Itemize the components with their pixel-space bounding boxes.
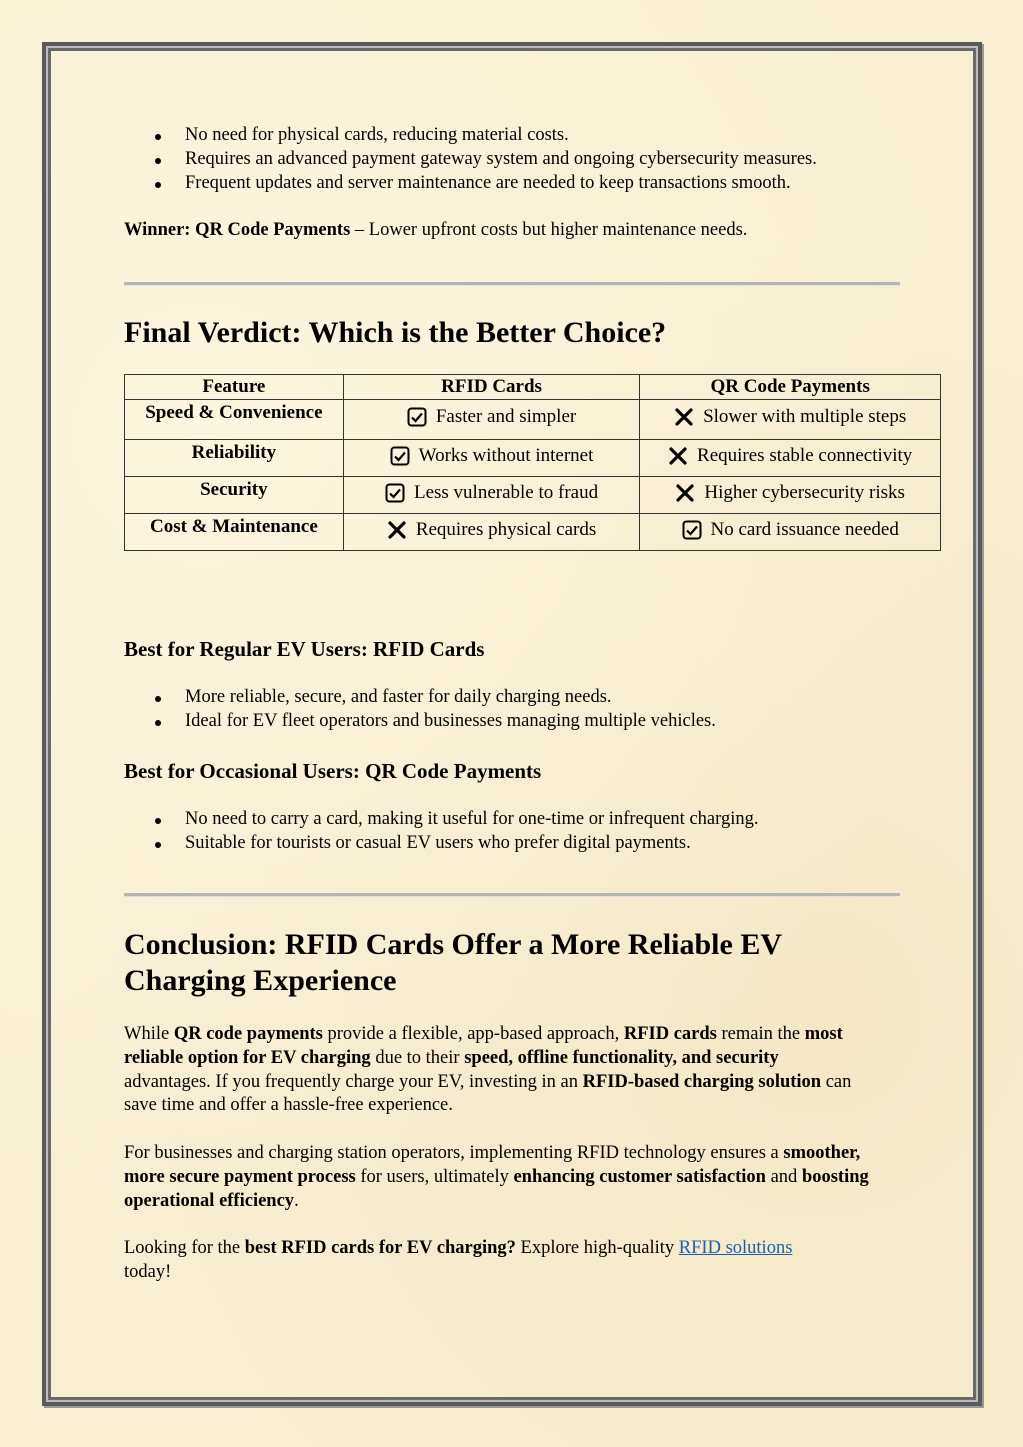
list-item: No need for physical cards, reducing material costs. (185, 124, 904, 148)
cell-text: No card issuance needed (710, 518, 899, 540)
text: for users, ultimately (355, 1166, 514, 1187)
text: While (124, 1024, 174, 1044)
conclusion-heading-line: Conclusion: RFID Cards Offer a More Reliable EV (124, 928, 783, 961)
column-header: RFID Cards (343, 375, 640, 400)
bold-text: enhancing customer satisfaction (513, 1166, 766, 1187)
cross-icon (668, 446, 688, 466)
list-item: More reliable, secure, and faster for daily charging needs. (185, 686, 904, 710)
text: can save time and offer a hassle-free experience. (124, 1071, 852, 1116)
regular-users-section (124, 686, 904, 734)
divider (124, 893, 900, 897)
conclusion-paragraph (124, 1237, 869, 1285)
bold-text: QR code payments (173, 1024, 323, 1044)
cross-icon (674, 407, 694, 427)
conclusion-body (124, 1023, 869, 1285)
text: provide a flexible, app-based approach, (322, 1024, 624, 1044)
conclusion-heading (124, 927, 904, 999)
qr-cell (640, 514, 941, 551)
winner-label: Winner: QR Code Payments (124, 220, 351, 241)
table-row (125, 400, 941, 440)
check-box-icon (682, 520, 702, 540)
bold-text: most reliable option for EV charging (124, 1024, 843, 1068)
bold-text: RFID cards (623, 1024, 717, 1044)
cell-text: Slower with multiple steps (703, 406, 907, 427)
qr-cell (640, 440, 941, 477)
regular-users-heading: Best for Regular EV Users: RFID Cards (124, 637, 485, 661)
text: and (765, 1166, 802, 1187)
check-box-icon (385, 483, 405, 503)
rfid-cell (343, 400, 640, 440)
conclusion-paragraph (124, 1142, 869, 1213)
check-box-icon (390, 446, 410, 466)
cost-bullet-list (124, 124, 904, 195)
text: Explore high-quality (515, 1238, 679, 1259)
conclusion-paragraph (124, 1023, 869, 1118)
rfid-cell (343, 477, 640, 514)
cell-text: Requires stable connectivity (697, 444, 913, 466)
cell-text: Requires physical cards (415, 518, 597, 540)
table-row (125, 477, 941, 514)
check-box-icon (407, 407, 427, 427)
bold-text: smoother, more secure payment process (124, 1142, 861, 1187)
text: today! (124, 1261, 172, 1282)
column-header: QR Code Payments (640, 375, 941, 400)
feature-cell: Reliability (125, 440, 344, 477)
list-item: Requires an advanced payment gateway system and ongoing cybersecurity measures. (185, 148, 904, 172)
cell-text: Faster and simpler (435, 406, 577, 427)
cell-text: Higher cybersecurity risks (704, 481, 905, 503)
rfid-cell (343, 440, 640, 477)
occasional-users-heading: Best for Occasional Users: QR Code Payments (124, 759, 542, 783)
occasional-bullet-list (124, 808, 904, 856)
feature-cell: Cost & Maintenance (125, 514, 344, 551)
list-item: Ideal for EV fleet operators and businesses managing multiple vehicles. (185, 710, 904, 734)
feature-cell: Security (125, 477, 344, 514)
list-item: Suitable for tourists or casual EV users who prefer digital payments. (185, 832, 904, 856)
bold-text: speed, offline functionality, and security (464, 1047, 779, 1068)
text: Looking for the (124, 1238, 245, 1259)
winner-text: – Lower upfront costs but higher maintenance needs. (350, 220, 748, 241)
table-header-row (125, 375, 941, 400)
list-item: Frequent updates and server maintenance are needed to keep transactions smooth. (185, 172, 904, 196)
cell-text: Less vulnerable to fraud (413, 481, 599, 503)
list-item: No need to carry a card, making it useful for one-time or infrequent charging. (185, 808, 904, 832)
conclusion-heading-line: Charging Experience (124, 964, 397, 997)
text: . (294, 1190, 299, 1211)
cost-section (124, 124, 904, 243)
regular-bullet-list (124, 686, 904, 734)
verdict-heading: Final Verdict: Which is the Better Choice? (124, 316, 667, 349)
bold-text: boosting operational efficiency (124, 1166, 869, 1211)
column-header: Feature (125, 375, 344, 400)
occasional-users-section (124, 808, 904, 856)
text: advantages. If you frequently charge your EV, investing in an (124, 1071, 583, 1092)
table-row (125, 514, 941, 551)
text: due to their (370, 1047, 465, 1068)
rfid-cell (343, 514, 640, 551)
cross-icon (675, 483, 695, 503)
qr-cell (640, 400, 941, 440)
comparison-table (124, 374, 941, 551)
cell-text: Works without internet (418, 444, 594, 466)
cross-icon (387, 520, 407, 540)
bold-text: best RFID cards for EV charging? (244, 1238, 516, 1259)
rfid-solutions-link[interactable]: RFID solutions (678, 1238, 793, 1259)
divider (124, 282, 900, 286)
winner-line (124, 219, 904, 243)
feature-cell: Speed & Convenience (125, 400, 344, 440)
text: For businesses and charging station operators, implementing RFID technology ensures a (124, 1142, 784, 1163)
bold-text: RFID-based charging solution (582, 1071, 822, 1092)
table-row (125, 440, 941, 477)
text: remain the (716, 1024, 805, 1044)
qr-cell (640, 477, 941, 514)
